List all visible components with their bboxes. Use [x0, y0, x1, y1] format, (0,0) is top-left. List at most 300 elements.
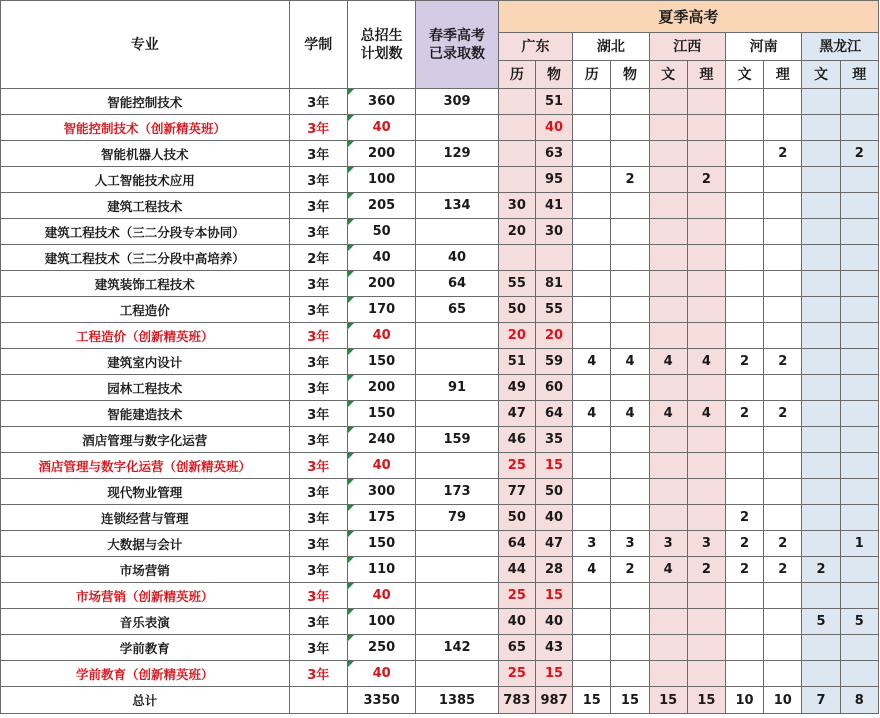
cell-guangdong-history[interactable]: 51	[498, 349, 535, 375]
cell-guangdong-physics[interactable]: 81	[535, 271, 572, 297]
cell-henan-science[interactable]	[764, 167, 802, 193]
cell-guangdong-history[interactable]	[498, 115, 535, 141]
cell-major[interactable]: 大数据与会计	[1, 531, 290, 557]
cell-hubei-history[interactable]	[573, 115, 611, 141]
cell-jiangxi-science[interactable]	[687, 609, 725, 635]
cell-heilongjiang-liberal-arts[interactable]	[802, 453, 840, 479]
cell-major[interactable]: 音乐表演	[1, 609, 290, 635]
cell-spring-admitted[interactable]	[416, 453, 498, 479]
cell-henan-liberal-arts[interactable]: 2	[725, 401, 763, 427]
cell-heilongjiang-liberal-arts[interactable]	[802, 271, 840, 297]
cell-spring-admitted[interactable]	[416, 115, 498, 141]
cell-hubei-physics[interactable]	[611, 661, 649, 687]
cell-heilongjiang-liberal-arts[interactable]	[802, 141, 840, 167]
cell-guangdong-history[interactable]	[498, 89, 535, 115]
cell-hubei-history[interactable]	[573, 375, 611, 401]
cell-guangdong-physics[interactable]: 59	[535, 349, 572, 375]
cell-jiangxi-science[interactable]	[687, 661, 725, 687]
cell-heilongjiang-science[interactable]	[840, 427, 878, 453]
cell-hubei-physics[interactable]	[611, 583, 649, 609]
cell-jiangxi-liberal-arts[interactable]	[649, 323, 687, 349]
cell-guangdong-history[interactable]: 40	[498, 609, 535, 635]
cell-duration[interactable]: 2年	[289, 245, 347, 271]
cell-hubei-history[interactable]	[573, 245, 611, 271]
cell-jiangxi-liberal-arts[interactable]	[649, 167, 687, 193]
cell-henan-liberal-arts[interactable]	[725, 583, 763, 609]
cell-henan-science[interactable]	[764, 635, 802, 661]
cell-major[interactable]: 园林工程技术	[1, 375, 290, 401]
cell-guangdong-history[interactable]: 44	[498, 557, 535, 583]
cell-jiangxi-liberal-arts[interactable]	[649, 375, 687, 401]
cell-duration[interactable]: 3年	[289, 167, 347, 193]
cell-total-plan-sum[interactable]: 3350	[347, 687, 415, 714]
cell-guangdong-history[interactable]: 64	[498, 531, 535, 557]
cell-jiangxi-liberal-arts[interactable]	[649, 245, 687, 271]
cell-heilongjiang-liberal-arts[interactable]	[802, 427, 840, 453]
cell-hubei-physics[interactable]	[611, 89, 649, 115]
cell-guangdong-history[interactable]: 47	[498, 401, 535, 427]
cell-duration[interactable]: 3年	[289, 375, 347, 401]
cell-hubei-history[interactable]	[573, 141, 611, 167]
cell-hubei-history[interactable]: 4	[573, 557, 611, 583]
cell-guangdong-physics[interactable]: 47	[535, 531, 572, 557]
cell-heilongjiang-science[interactable]	[840, 635, 878, 661]
cell-spring-admitted[interactable]: 159	[416, 427, 498, 453]
cell-total-plan[interactable]	[347, 557, 415, 583]
cell-heilongjiang-science[interactable]	[840, 375, 878, 401]
cell-heilongjiang-liberal-arts[interactable]	[802, 89, 840, 115]
cell-heilongjiang-liberal-arts[interactable]: 2	[802, 557, 840, 583]
cell-heilongjiang-science[interactable]: 2	[840, 141, 878, 167]
cell-jiangxi-science[interactable]: 3	[687, 531, 725, 557]
cell-heilongjiang-liberal-arts[interactable]	[802, 115, 840, 141]
cell-spring-admitted[interactable]: 64	[416, 271, 498, 297]
cell-heilongjiang-science[interactable]	[840, 219, 878, 245]
cell-major[interactable]: 建筑室内设计	[1, 349, 290, 375]
cell-hubei-physics[interactable]	[611, 219, 649, 245]
cell-heilongjiang-science[interactable]: 5	[840, 609, 878, 635]
cell-jiangxi-liberal-arts[interactable]	[649, 635, 687, 661]
cell-henan-science[interactable]	[764, 115, 802, 141]
cell-henan-science[interactable]: 2	[764, 349, 802, 375]
cell-guangdong-physics[interactable]: 30	[535, 219, 572, 245]
cell-henan-liberal-arts[interactable]	[725, 115, 763, 141]
cell-jiangxi-liberal-arts[interactable]	[649, 141, 687, 167]
cell-total-plan[interactable]	[347, 141, 415, 167]
cell-hubei-history[interactable]	[573, 323, 611, 349]
cell-hubei-physics[interactable]: 3	[611, 531, 649, 557]
cell-heilongjiang-liberal-arts[interactable]	[802, 583, 840, 609]
cell-jiangxi-science[interactable]	[687, 89, 725, 115]
cell-henan-science[interactable]: 2	[764, 141, 802, 167]
cell-heilongjiang-liberal-arts[interactable]	[802, 401, 840, 427]
cell-total-plan[interactable]	[347, 635, 415, 661]
cell-hubei-physics[interactable]	[611, 375, 649, 401]
cell-jiangxi-liberal-arts[interactable]	[649, 193, 687, 219]
cell-major[interactable]: 市场营销	[1, 557, 290, 583]
cell-heilongjiang-liberal-arts[interactable]	[802, 479, 840, 505]
cell-henan-science[interactable]	[764, 297, 802, 323]
cell-guangdong-history[interactable]: 50	[498, 297, 535, 323]
cell-henan-liberal-arts[interactable]: 2	[725, 349, 763, 375]
cell-major[interactable]: 连锁经营与管理	[1, 505, 290, 531]
cell-hubei-physics[interactable]	[611, 323, 649, 349]
cell-duration[interactable]: 3年	[289, 583, 347, 609]
cell-henan-science[interactable]: 2	[764, 531, 802, 557]
cell-total-jiangxi-liberal-arts[interactable]: 15	[649, 687, 687, 714]
cell-jiangxi-science[interactable]	[687, 219, 725, 245]
cell-jiangxi-liberal-arts[interactable]: 3	[649, 531, 687, 557]
cell-henan-liberal-arts[interactable]	[725, 453, 763, 479]
cell-duration[interactable]: 3年	[289, 89, 347, 115]
cell-jiangxi-liberal-arts[interactable]	[649, 609, 687, 635]
cell-henan-science[interactable]	[764, 479, 802, 505]
cell-spring-admitted[interactable]: 173	[416, 479, 498, 505]
cell-total-plan[interactable]	[347, 453, 415, 479]
cell-total-plan[interactable]	[347, 583, 415, 609]
cell-duration[interactable]: 3年	[289, 271, 347, 297]
cell-henan-liberal-arts[interactable]	[725, 323, 763, 349]
cell-total-plan[interactable]	[347, 609, 415, 635]
cell-heilongjiang-liberal-arts[interactable]	[802, 505, 840, 531]
cell-guangdong-physics[interactable]: 41	[535, 193, 572, 219]
cell-heilongjiang-science[interactable]	[840, 453, 878, 479]
cell-hubei-history[interactable]	[573, 297, 611, 323]
cell-spring-admitted[interactable]	[416, 349, 498, 375]
cell-major[interactable]: 工程造价	[1, 297, 290, 323]
cell-spring-admitted[interactable]	[416, 323, 498, 349]
cell-hubei-physics[interactable]	[611, 271, 649, 297]
cell-heilongjiang-science[interactable]	[840, 505, 878, 531]
cell-henan-science[interactable]	[764, 323, 802, 349]
cell-guangdong-history[interactable]: 65	[498, 635, 535, 661]
cell-jiangxi-science[interactable]	[687, 193, 725, 219]
cell-guangdong-history[interactable]: 25	[498, 661, 535, 687]
cell-jiangxi-liberal-arts[interactable]	[649, 583, 687, 609]
cell-major[interactable]: 智能建造技术	[1, 401, 290, 427]
cell-henan-liberal-arts[interactable]	[725, 661, 763, 687]
cell-hubei-history[interactable]	[573, 453, 611, 479]
cell-total-heilongjiang-liberal-arts[interactable]: 7	[802, 687, 840, 714]
cell-heilongjiang-science[interactable]	[840, 193, 878, 219]
cell-total-plan[interactable]	[347, 89, 415, 115]
cell-henan-science[interactable]	[764, 661, 802, 687]
cell-jiangxi-liberal-arts[interactable]	[649, 505, 687, 531]
cell-spring-admitted[interactable]: 65	[416, 297, 498, 323]
cell-major[interactable]: 智能机器人技术	[1, 141, 290, 167]
cell-major[interactable]: 人工智能技术应用	[1, 167, 290, 193]
cell-heilongjiang-liberal-arts[interactable]	[802, 531, 840, 557]
cell-hubei-physics[interactable]	[611, 245, 649, 271]
cell-major[interactable]: 智能控制技术	[1, 89, 290, 115]
cell-heilongjiang-science[interactable]	[840, 401, 878, 427]
cell-duration[interactable]: 3年	[289, 193, 347, 219]
cell-jiangxi-science[interactable]: 2	[687, 167, 725, 193]
cell-henan-science[interactable]	[764, 89, 802, 115]
cell-hubei-physics[interactable]: 4	[611, 349, 649, 375]
cell-guangdong-history[interactable]: 50	[498, 505, 535, 531]
cell-heilongjiang-science[interactable]	[840, 349, 878, 375]
cell-heilongjiang-science[interactable]	[840, 245, 878, 271]
cell-jiangxi-science[interactable]	[687, 245, 725, 271]
cell-spring-admitted[interactable]	[416, 609, 498, 635]
cell-henan-liberal-arts[interactable]	[725, 297, 763, 323]
cell-guangdong-history[interactable]	[498, 245, 535, 271]
cell-jiangxi-science[interactable]	[687, 583, 725, 609]
cell-total-plan[interactable]	[347, 245, 415, 271]
cell-duration[interactable]: 3年	[289, 635, 347, 661]
cell-hubei-physics[interactable]: 2	[611, 167, 649, 193]
cell-henan-science[interactable]	[764, 583, 802, 609]
cell-hubei-history[interactable]: 3	[573, 531, 611, 557]
cell-henan-science[interactable]	[764, 427, 802, 453]
cell-jiangxi-science[interactable]	[687, 635, 725, 661]
cell-hubei-history[interactable]	[573, 505, 611, 531]
cell-guangdong-history[interactable]: 20	[498, 323, 535, 349]
cell-hubei-physics[interactable]	[611, 115, 649, 141]
cell-total-spring-sum[interactable]: 1385	[416, 687, 498, 714]
cell-major[interactable]: 市场营销（创新精英班）	[1, 583, 290, 609]
cell-total-plan[interactable]	[347, 505, 415, 531]
cell-guangdong-physics[interactable]: 35	[535, 427, 572, 453]
cell-spring-admitted[interactable]	[416, 167, 498, 193]
cell-hubei-physics[interactable]	[611, 635, 649, 661]
cell-major[interactable]: 建筑工程技术（三二分段专本协同）	[1, 219, 290, 245]
cell-duration[interactable]: 3年	[289, 531, 347, 557]
cell-total-plan[interactable]	[347, 297, 415, 323]
cell-total-duration[interactable]	[289, 687, 347, 714]
cell-guangdong-physics[interactable]: 40	[535, 505, 572, 531]
cell-duration[interactable]: 3年	[289, 115, 347, 141]
cell-duration[interactable]: 3年	[289, 297, 347, 323]
cell-heilongjiang-liberal-arts[interactable]: 5	[802, 609, 840, 635]
cell-henan-science[interactable]: 2	[764, 557, 802, 583]
cell-total-plan[interactable]	[347, 375, 415, 401]
cell-guangdong-physics[interactable]: 95	[535, 167, 572, 193]
cell-henan-science[interactable]	[764, 193, 802, 219]
cell-henan-science[interactable]	[764, 453, 802, 479]
cell-hubei-history[interactable]	[573, 89, 611, 115]
cell-heilongjiang-science[interactable]	[840, 297, 878, 323]
cell-heilongjiang-science[interactable]	[840, 167, 878, 193]
cell-jiangxi-liberal-arts[interactable]: 4	[649, 557, 687, 583]
cell-hubei-physics[interactable]	[611, 609, 649, 635]
cell-total-plan[interactable]	[347, 401, 415, 427]
cell-guangdong-physics[interactable]: 55	[535, 297, 572, 323]
cell-guangdong-history[interactable]: 25	[498, 453, 535, 479]
cell-guangdong-physics[interactable]: 43	[535, 635, 572, 661]
cell-total-plan[interactable]	[347, 323, 415, 349]
cell-jiangxi-liberal-arts[interactable]	[649, 271, 687, 297]
cell-jiangxi-science[interactable]: 4	[687, 401, 725, 427]
cell-spring-admitted[interactable]: 79	[416, 505, 498, 531]
cell-jiangxi-science[interactable]	[687, 453, 725, 479]
cell-heilongjiang-liberal-arts[interactable]	[802, 193, 840, 219]
cell-total-plan[interactable]	[347, 427, 415, 453]
cell-total-guangdong-history[interactable]: 783	[498, 687, 535, 714]
cell-total-plan[interactable]	[347, 115, 415, 141]
cell-henan-liberal-arts[interactable]	[725, 167, 763, 193]
cell-hubei-physics[interactable]	[611, 505, 649, 531]
cell-spring-admitted[interactable]	[416, 401, 498, 427]
cell-henan-liberal-arts[interactable]	[725, 427, 763, 453]
cell-heilongjiang-science[interactable]: 1	[840, 531, 878, 557]
cell-heilongjiang-science[interactable]	[840, 661, 878, 687]
cell-jiangxi-science[interactable]	[687, 141, 725, 167]
cell-spring-admitted[interactable]	[416, 661, 498, 687]
cell-heilongjiang-liberal-arts[interactable]	[802, 297, 840, 323]
cell-hubei-history[interactable]	[573, 219, 611, 245]
cell-spring-admitted[interactable]	[416, 219, 498, 245]
cell-henan-science[interactable]: 2	[764, 401, 802, 427]
cell-guangdong-physics[interactable]: 60	[535, 375, 572, 401]
cell-hubei-history[interactable]: 4	[573, 401, 611, 427]
cell-total-plan[interactable]	[347, 219, 415, 245]
cell-duration[interactable]: 3年	[289, 557, 347, 583]
cell-guangdong-history[interactable]	[498, 141, 535, 167]
cell-henan-liberal-arts[interactable]	[725, 245, 763, 271]
cell-total-jiangxi-science[interactable]: 15	[687, 687, 725, 714]
cell-jiangxi-science[interactable]	[687, 427, 725, 453]
cell-henan-science[interactable]	[764, 245, 802, 271]
cell-jiangxi-liberal-arts[interactable]	[649, 427, 687, 453]
cell-heilongjiang-liberal-arts[interactable]	[802, 245, 840, 271]
cell-spring-admitted[interactable]	[416, 531, 498, 557]
cell-guangdong-physics[interactable]: 28	[535, 557, 572, 583]
cell-jiangxi-liberal-arts[interactable]	[649, 661, 687, 687]
cell-jiangxi-science[interactable]	[687, 505, 725, 531]
cell-guangdong-physics[interactable]: 40	[535, 115, 572, 141]
cell-jiangxi-science[interactable]	[687, 375, 725, 401]
cell-guangdong-physics[interactable]: 15	[535, 661, 572, 687]
cell-duration[interactable]: 3年	[289, 453, 347, 479]
cell-total-plan[interactable]	[347, 531, 415, 557]
cell-total-henan-science[interactable]: 10	[764, 687, 802, 714]
cell-major[interactable]: 现代物业管理	[1, 479, 290, 505]
cell-major[interactable]: 智能控制技术（创新精英班）	[1, 115, 290, 141]
cell-hubei-history[interactable]	[573, 661, 611, 687]
cell-guangdong-history[interactable]: 46	[498, 427, 535, 453]
cell-duration[interactable]: 3年	[289, 479, 347, 505]
cell-heilongjiang-science[interactable]	[840, 115, 878, 141]
cell-duration[interactable]: 3年	[289, 323, 347, 349]
cell-major[interactable]: 建筑工程技术（三二分段中高培养）	[1, 245, 290, 271]
cell-hubei-history[interactable]	[573, 193, 611, 219]
cell-guangdong-history[interactable]: 30	[498, 193, 535, 219]
cell-total-plan[interactable]	[347, 167, 415, 193]
cell-spring-admitted[interactable]: 309	[416, 89, 498, 115]
cell-heilongjiang-liberal-arts[interactable]	[802, 349, 840, 375]
cell-guangdong-physics[interactable]: 15	[535, 453, 572, 479]
cell-jiangxi-liberal-arts[interactable]	[649, 219, 687, 245]
cell-guangdong-history[interactable]: 25	[498, 583, 535, 609]
cell-total-hubei-history[interactable]: 15	[573, 687, 611, 714]
cell-jiangxi-liberal-arts[interactable]	[649, 115, 687, 141]
cell-guangdong-physics[interactable]: 15	[535, 583, 572, 609]
cell-jiangxi-liberal-arts[interactable]	[649, 479, 687, 505]
cell-hubei-physics[interactable]	[611, 479, 649, 505]
cell-guangdong-physics[interactable]: 50	[535, 479, 572, 505]
cell-jiangxi-science[interactable]: 4	[687, 349, 725, 375]
cell-hubei-history[interactable]	[573, 167, 611, 193]
cell-duration[interactable]: 3年	[289, 401, 347, 427]
cell-hubei-history[interactable]	[573, 635, 611, 661]
cell-henan-liberal-arts[interactable]	[725, 271, 763, 297]
cell-henan-liberal-arts[interactable]	[725, 375, 763, 401]
cell-hubei-physics[interactable]	[611, 141, 649, 167]
cell-total-henan-liberal-arts[interactable]: 10	[725, 687, 763, 714]
cell-hubei-physics[interactable]: 2	[611, 557, 649, 583]
cell-hubei-physics[interactable]	[611, 427, 649, 453]
cell-henan-science[interactable]	[764, 505, 802, 531]
cell-hubei-history[interactable]	[573, 427, 611, 453]
cell-hubei-physics[interactable]	[611, 193, 649, 219]
cell-total-label[interactable]: 总计	[1, 687, 290, 714]
cell-henan-liberal-arts[interactable]	[725, 609, 763, 635]
cell-jiangxi-liberal-arts[interactable]	[649, 89, 687, 115]
cell-heilongjiang-liberal-arts[interactable]	[802, 167, 840, 193]
cell-total-hubei-physics[interactable]: 15	[611, 687, 649, 714]
cell-jiangxi-science[interactable]	[687, 297, 725, 323]
cell-henan-liberal-arts[interactable]	[725, 635, 763, 661]
cell-henan-liberal-arts[interactable]: 2	[725, 505, 763, 531]
cell-total-plan[interactable]	[347, 271, 415, 297]
cell-henan-liberal-arts[interactable]: 2	[725, 557, 763, 583]
cell-guangdong-physics[interactable]: 63	[535, 141, 572, 167]
cell-spring-admitted[interactable]: 142	[416, 635, 498, 661]
cell-jiangxi-liberal-arts[interactable]: 4	[649, 401, 687, 427]
cell-heilongjiang-science[interactable]	[840, 323, 878, 349]
cell-total-guangdong-physics[interactable]: 987	[535, 687, 572, 714]
cell-guangdong-history[interactable]	[498, 167, 535, 193]
cell-major[interactable]: 酒店管理与数字化运营（创新精英班）	[1, 453, 290, 479]
cell-duration[interactable]: 3年	[289, 349, 347, 375]
cell-hubei-physics[interactable]	[611, 453, 649, 479]
cell-heilongjiang-liberal-arts[interactable]	[802, 635, 840, 661]
cell-henan-liberal-arts[interactable]: 2	[725, 531, 763, 557]
cell-guangdong-physics[interactable]: 64	[535, 401, 572, 427]
cell-hubei-physics[interactable]	[611, 297, 649, 323]
cell-duration[interactable]: 3年	[289, 609, 347, 635]
cell-jiangxi-science[interactable]	[687, 271, 725, 297]
cell-major[interactable]: 建筑工程技术	[1, 193, 290, 219]
cell-duration[interactable]: 3年	[289, 141, 347, 167]
cell-major[interactable]: 工程造价（创新精英班）	[1, 323, 290, 349]
cell-guangdong-physics[interactable]: 20	[535, 323, 572, 349]
cell-hubei-history[interactable]	[573, 583, 611, 609]
cell-spring-admitted[interactable]: 129	[416, 141, 498, 167]
cell-jiangxi-liberal-arts[interactable]	[649, 453, 687, 479]
cell-henan-liberal-arts[interactable]	[725, 219, 763, 245]
cell-henan-science[interactable]	[764, 271, 802, 297]
cell-total-heilongjiang-science[interactable]: 8	[840, 687, 878, 714]
cell-total-plan[interactable]	[347, 661, 415, 687]
cell-total-plan[interactable]	[347, 479, 415, 505]
cell-heilongjiang-liberal-arts[interactable]	[802, 661, 840, 687]
cell-duration[interactable]: 3年	[289, 427, 347, 453]
cell-henan-science[interactable]	[764, 375, 802, 401]
cell-spring-admitted[interactable]	[416, 557, 498, 583]
cell-henan-liberal-arts[interactable]	[725, 141, 763, 167]
cell-hubei-history[interactable]	[573, 609, 611, 635]
cell-spring-admitted[interactable]	[416, 583, 498, 609]
cell-heilongjiang-liberal-arts[interactable]	[802, 375, 840, 401]
cell-guangdong-history[interactable]: 49	[498, 375, 535, 401]
cell-hubei-history[interactable]: 4	[573, 349, 611, 375]
cell-henan-liberal-arts[interactable]	[725, 479, 763, 505]
cell-heilongjiang-liberal-arts[interactable]	[802, 323, 840, 349]
cell-hubei-history[interactable]	[573, 271, 611, 297]
